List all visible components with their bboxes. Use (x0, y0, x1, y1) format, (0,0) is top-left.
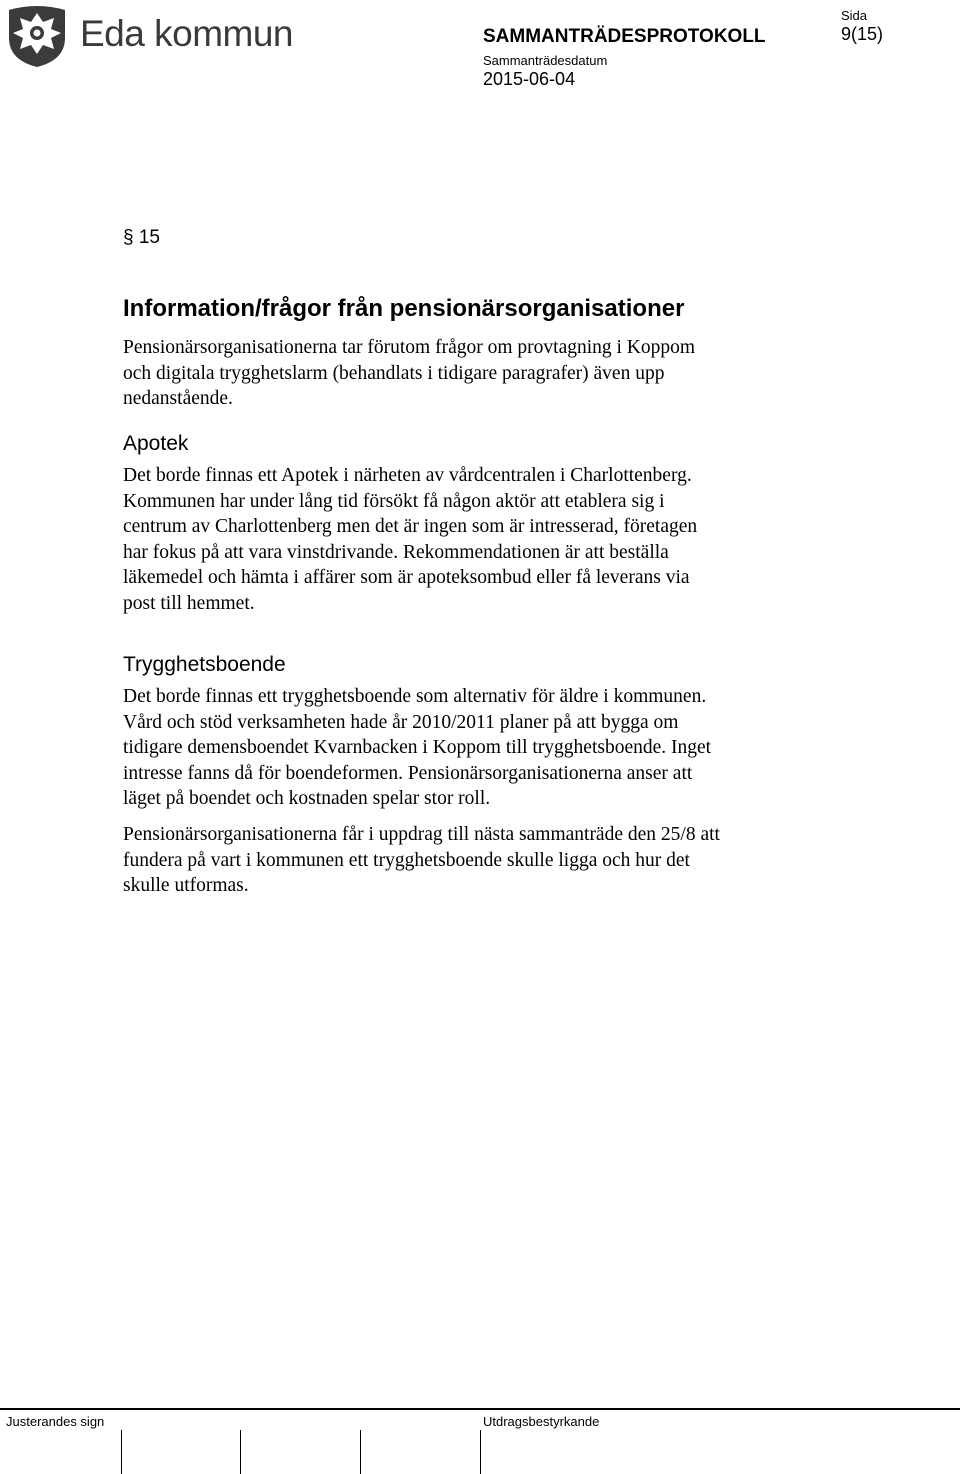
closing-line: fundera på vart i kommunen ett trygghetsboende skulle ligga och hur det (123, 849, 690, 871)
justerandes-sign-label: Justerandes sign (6, 1414, 105, 1429)
apotek-line: post till hemmet. (123, 592, 255, 614)
intro-paragraph (123, 335, 823, 412)
subheading-trygghetsboende: Trygghetsboende (123, 653, 286, 676)
trygghetsboende-line: tidigare demensboendet Kvarnbacken i Koppom till trygghetsboende. Inget (123, 737, 712, 758)
subheading-apotek: Apotek (123, 432, 189, 455)
intro-line: Pensionärsorganisationerna tar förutom frågor om provtagning i Koppom (123, 337, 696, 358)
page-number: 9(15) (841, 24, 884, 44)
trygghetsboende-paragraph (123, 684, 823, 812)
signature-box-divider (121, 1430, 122, 1474)
signature-box-divider (240, 1430, 241, 1474)
apotek-line: Det borde finnas ett Apotek i närheten av vårdcentralen i Charlottenberg. (123, 465, 692, 486)
apotek-line: centrum av Charlottenberg men det är ingen som är intresserad, företagen (123, 516, 698, 537)
signature-box-divider (480, 1430, 481, 1474)
apotek-line: Kommunen har under lång tid försökt få någon aktör att etablera sig i (123, 490, 665, 512)
trygghetsboende-line: Vård och stöd verksamheten hade år 2010/2011 planer på att bygga om (123, 711, 679, 733)
trygghetsboende-line: läget på boendet och kostnaden spelar stor roll. (123, 788, 491, 809)
signature-box-divider (360, 1430, 361, 1474)
apotek-line: läkemedel och hämta i affärer som är apoteksombud eller få leverans via (123, 567, 690, 588)
trygghetsboende-line: Det borde finnas ett trygghetsboende som alternativ för äldre i kommunen. (123, 686, 707, 707)
utdragsbestyrkande-label: Utdragsbestyrkande (483, 1414, 600, 1429)
apotek-line: har fokus på att vara vinstdrivande. Rekommendationen är att beställa (123, 541, 669, 563)
municipal-crest-logo (6, 4, 68, 68)
document-title: SAMMANTRÄDESPROTOKOLL (483, 26, 766, 47)
meeting-date-label: Sammanträdesdatum (483, 53, 608, 68)
closing-line: skulle utformas. (123, 875, 249, 896)
page-label: Sida (841, 8, 868, 23)
apotek-paragraph (123, 463, 823, 616)
intro-line: nedanstående. (123, 388, 233, 409)
intro-line: och digitala trygghetslarm (behandlats i tidigare paragrafer) även upp (123, 362, 665, 384)
meeting-date-value: 2015-06-04 (483, 69, 576, 89)
paragraph-marker: § 15 (123, 227, 160, 248)
footer-rule (0, 1408, 960, 1410)
section-heading: Information/frågor från pensionärsorganisationer (123, 295, 685, 322)
closing-line: Pensionärsorganisationerna får i uppdrag till nästa sammanträde den 25/8 att (123, 824, 720, 845)
closing-paragraph (123, 822, 823, 899)
logo-wordmark: Eda kommun (80, 13, 293, 54)
signature-footer (0, 1408, 960, 1474)
trygghetsboende-line: intresse fanns då för boendeformen. Pensionärsorganisationerna anser att (123, 762, 693, 784)
